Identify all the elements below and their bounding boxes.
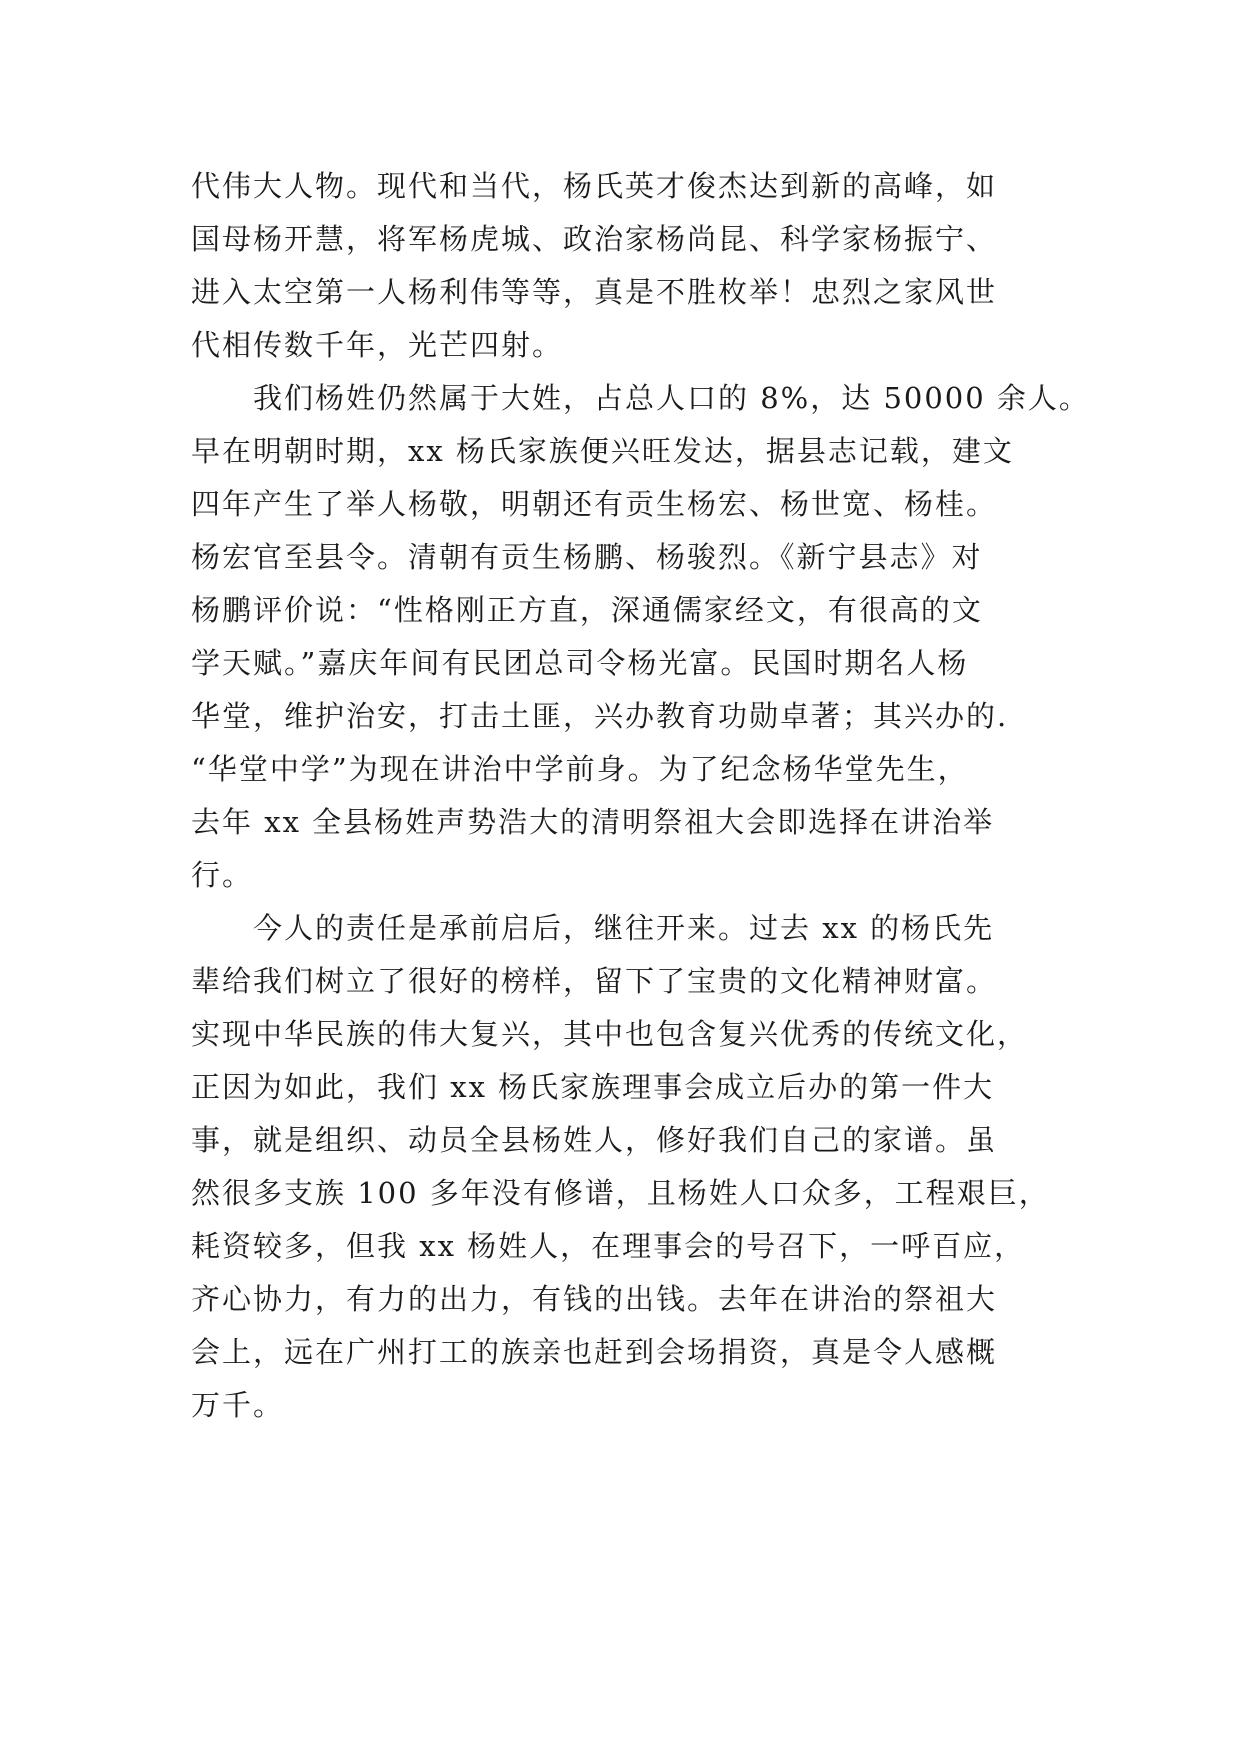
paragraph-1 <box>191 160 1051 372</box>
text-line: 早在明朝时期，xx 杨氏家族便兴旺发达，据县志记载，建文 <box>191 434 1014 468</box>
text-line: 耗资较多，但我 xx 杨姓人，在理事会的号召下，一呼百应， <box>191 1229 1026 1263</box>
text-line: “华堂中学”为现在讲治中学前身。为了纪念杨华堂先生， <box>191 752 969 786</box>
text-line: 事，就是组织、动员全县杨姓人，修好我们自己的家谱。虽 <box>191 1123 998 1157</box>
text-line: 万千。 <box>191 1388 285 1422</box>
text-line: 杨鹏评价说：“性格刚正方直，深通儒家经文，有很高的文 <box>191 593 983 627</box>
text-line: 进入太空第一人杨利伟等等，真是不胜枚举！忠烈之家风世 <box>191 275 998 309</box>
text-line: 杨宏官至县令。清朝有贡生杨鹏、杨骏烈。《新宁县志》对 <box>191 540 983 574</box>
text-line: 正因为如此，我们 xx 杨氏家族理事会成立后办的第一件大 <box>191 1070 995 1104</box>
text-line: 辈给我们树立了很好的榜样，留下了宝贵的文化精神财富。 <box>191 964 998 998</box>
text-line: 代相传数千年，光芒四射。 <box>191 328 564 362</box>
text-line: 去年 xx 全县杨姓声势浩大的清明祭祖大会即选择在讲治举 <box>191 805 995 839</box>
text-line: 国母杨开慧，将军杨虎城、政治家杨尚昆、科学家杨振宁、 <box>191 222 998 256</box>
text-line: 齐心协力，有力的出力，有钱的出钱。去年在讲治的祭祖大 <box>191 1282 998 1316</box>
text-line: 学天赋。”嘉庆年间有民团总司令杨光富。民国时期名人杨 <box>191 646 969 680</box>
text-line: 代伟大人物。现代和当代，杨氏英才俊杰达到新的高峰，如 <box>191 169 998 203</box>
text-line: 四年产生了举人杨敬，明朝还有贡生杨宏、杨世宽、杨桂。 <box>191 487 998 521</box>
paragraph-3 <box>191 902 1051 1432</box>
text-line: 然很多支族 100 多年没有修谱，且杨姓人口众多，工程艰巨， <box>191 1176 1050 1210</box>
document-body <box>191 160 1090 1432</box>
text-line: 实现中华民族的伟大复兴，其中也包含复兴优秀的传统文化， <box>191 1017 1029 1051</box>
text-line: 行。 <box>191 858 254 892</box>
text-line: 会上，远在广州打工的族亲也赶到会场捐资，真是令人感概 <box>191 1335 998 1369</box>
text-line: 今人的责任是承前启后，继往开来。过去 xx 的杨氏先 <box>191 911 995 945</box>
text-line: 华堂，维护治安，打击土匪，兴办教育功勋卓著；其兴办的. <box>191 699 1009 733</box>
paragraph-2 <box>191 372 1090 902</box>
text-line: 我们杨姓仍然属于大姓，占总人口的 8%，达 50000 余人。 <box>191 381 1090 415</box>
